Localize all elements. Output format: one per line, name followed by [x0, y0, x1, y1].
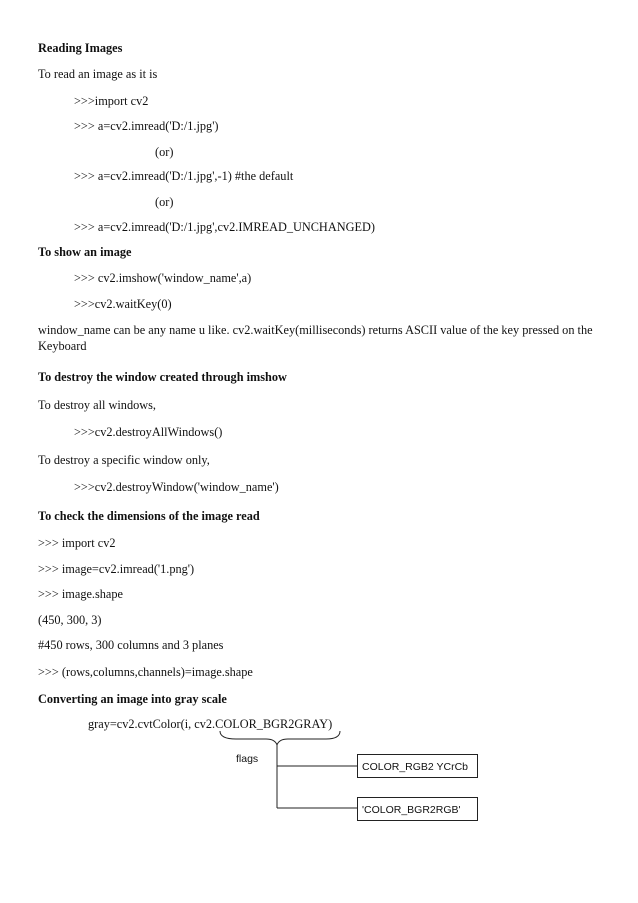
code-imread-unchanged: >>> a=cv2.imread('D:/1.jpg',cv2.IMREAD_UNCHANGED) — [74, 220, 375, 234]
reading-intro-text: To read an image as it is — [38, 67, 158, 81]
code-import-cv2-2: >>> import cv2 — [38, 536, 116, 550]
code-destroy-all: >>>cv2.destroyAllWindows() — [74, 425, 223, 439]
code-cvtcolor: gray=cv2.cvtColor(i, cv2.COLOR_BGR2GRAY) — [88, 717, 333, 731]
destroy-all-text: To destroy all windows, — [38, 398, 156, 412]
code-image-shape: >>> image.shape — [38, 587, 123, 601]
heading-show-image: To show an image — [38, 245, 132, 259]
flag-box-bgr2rgb: 'COLOR_BGR2RGB' — [357, 797, 478, 821]
or-text-2: (or) — [155, 195, 174, 209]
flags-label: flags — [236, 753, 259, 765]
heading-destroy-window: To destroy the window created through imshow — [38, 370, 287, 384]
code-imshow: >>> cv2.imshow('window_name',a) — [74, 271, 252, 285]
show-note-paragraph: window_name can be any name u like. cv2.waitKey(milliseconds) returns ASCII value of the key pressed on the Keyboard — [38, 323, 593, 353]
heading-dimensions: To check the dimensions of the image read — [38, 509, 260, 523]
code-waitkey: >>>cv2.waitKey(0) — [74, 297, 172, 311]
code-destroy-window: >>>cv2.destroyWindow('window_name') — [74, 480, 279, 494]
destroy-specific-text: To destroy a specific window only, — [38, 453, 210, 467]
flag-box-rgb2ycrcb: COLOR_RGB2 YCrCb — [357, 754, 478, 778]
brace-shape — [220, 731, 340, 745]
code-unpack-shape: >>> (rows,columns,channels)=image.shape — [38, 665, 253, 679]
shape-comment: #450 rows, 300 columns and 3 planes — [38, 638, 224, 652]
code-import-cv2: >>>import cv2 — [74, 94, 149, 108]
code-imread-png: >>> image=cv2.imread('1.png') — [38, 562, 195, 576]
heading-reading-images: Reading Images — [38, 41, 123, 55]
code-imread-minus-one: >>> a=cv2.imread('D:/1.jpg',-1) #the default — [74, 169, 294, 183]
shape-output: (450, 300, 3) — [38, 613, 102, 627]
heading-gray-scale: Converting an image into gray scale — [38, 692, 227, 706]
or-text-1: (or) — [155, 145, 174, 159]
code-imread-default: >>> a=cv2.imread('D:/1.jpg') — [74, 119, 219, 133]
